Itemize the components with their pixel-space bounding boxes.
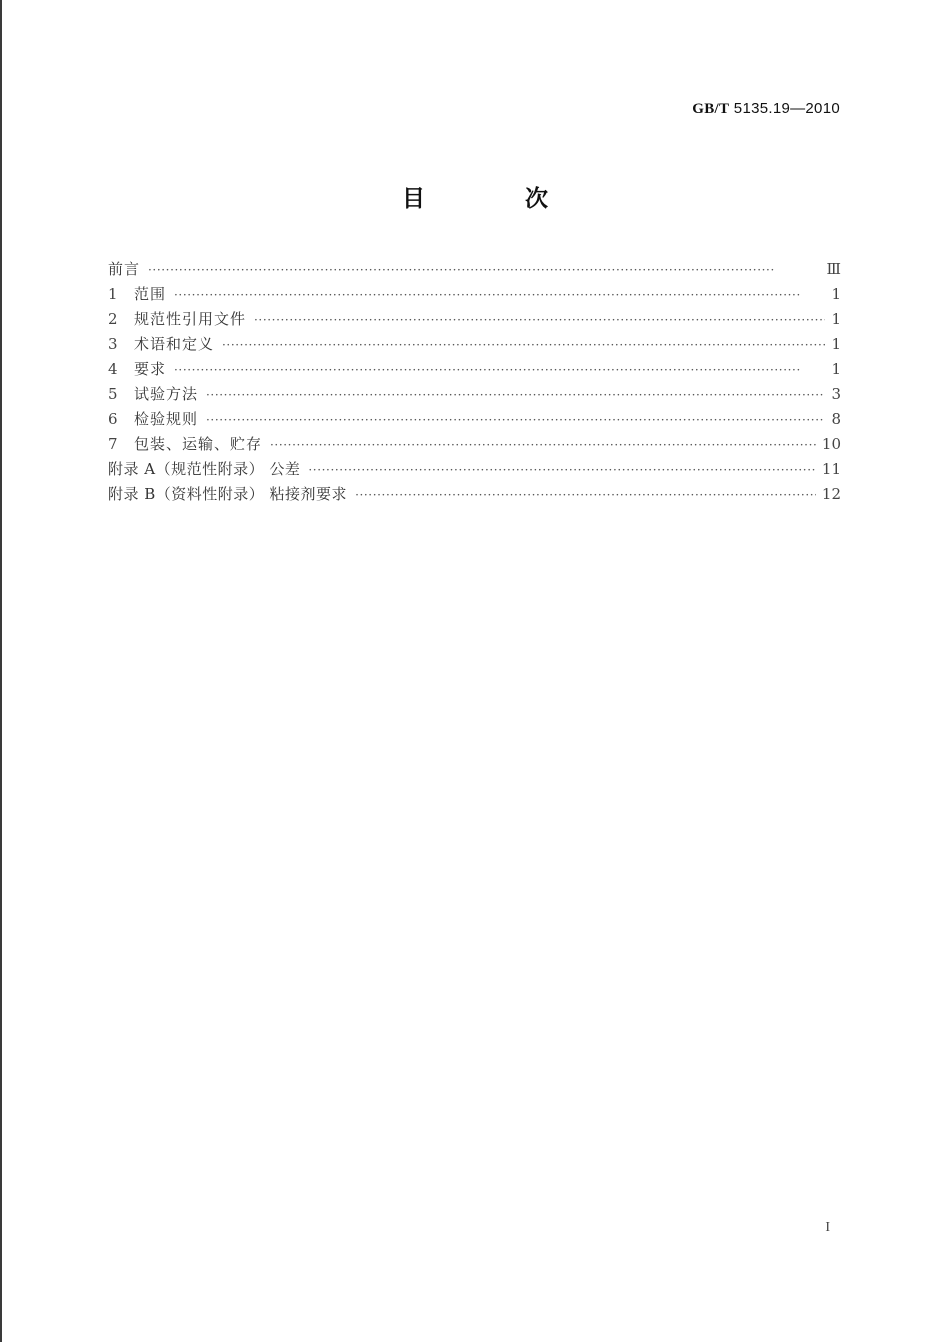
toc-entry-2[interactable] [108, 308, 841, 333]
toc-section-number: 6 [108, 410, 118, 428]
toc-section-number: 7 [108, 435, 118, 453]
toc-page-number: 1 [831, 310, 841, 328]
page-title: 目 次 [401, 186, 594, 212]
toc-entry-7[interactable] [108, 433, 841, 458]
toc-entry-annex-b[interactable] [108, 483, 841, 508]
toc-leader [148, 263, 821, 277]
toc-leader [308, 463, 816, 477]
toc-leader [206, 413, 825, 427]
toc-section-number: 1 [108, 285, 118, 303]
toc-section-number: 4 [108, 360, 118, 378]
standard-prefix: GB/T [692, 101, 730, 117]
toc-leader [270, 438, 816, 452]
toc-section-number: 5 [108, 385, 118, 403]
standard-code: 5135.19—2010 [733, 100, 840, 117]
toc-entry-4[interactable] [108, 358, 841, 383]
toc-page-number: 3 [831, 385, 841, 403]
toc-page-number: 8 [831, 410, 841, 428]
toc-leader [355, 488, 816, 502]
toc-entry-foreword[interactable] [108, 258, 841, 283]
toc-page-number: Ⅲ [826, 260, 841, 278]
toc-page-number: 11 [821, 460, 841, 478]
standard-number [692, 100, 840, 118]
toc-entry-5[interactable] [108, 383, 841, 408]
toc-entry-1[interactable] [108, 283, 841, 308]
toc-label: 试验方法 [134, 385, 199, 403]
toc-page-number: 1 [831, 335, 841, 353]
toc-label: 前言 [108, 260, 141, 278]
toc-label: 要求 [134, 360, 167, 378]
toc-section-number: 3 [108, 335, 118, 353]
toc-leader [174, 288, 825, 302]
toc-entry-annex-a[interactable] [108, 458, 841, 483]
table-of-contents [108, 258, 841, 508]
toc-entry-6[interactable] [108, 408, 841, 433]
toc-label: 范围 [134, 285, 167, 303]
toc-leader [174, 363, 825, 377]
toc-page-number: 1 [831, 360, 841, 378]
toc-label: 术语和定义 [134, 335, 215, 353]
toc-leader [254, 313, 825, 327]
toc-page-number: 12 [821, 485, 841, 503]
toc-page-number: 10 [821, 435, 841, 453]
toc-label: 附录 A（规范性附录） 公差 [108, 460, 301, 478]
toc-section-number: 2 [108, 310, 118, 328]
toc-leader [206, 388, 825, 402]
toc-entry-3[interactable] [108, 333, 841, 358]
toc-label: 附录 B（资料性附录） 粘接剂要求 [108, 485, 348, 503]
toc-label: 规范性引用文件 [134, 310, 247, 328]
toc-leader [222, 338, 825, 352]
toc-label: 包装、运输、贮存 [134, 435, 263, 453]
toc-page-number: 1 [831, 285, 841, 303]
toc-label: 检验规则 [134, 410, 199, 428]
page-folio: I [825, 1220, 830, 1235]
